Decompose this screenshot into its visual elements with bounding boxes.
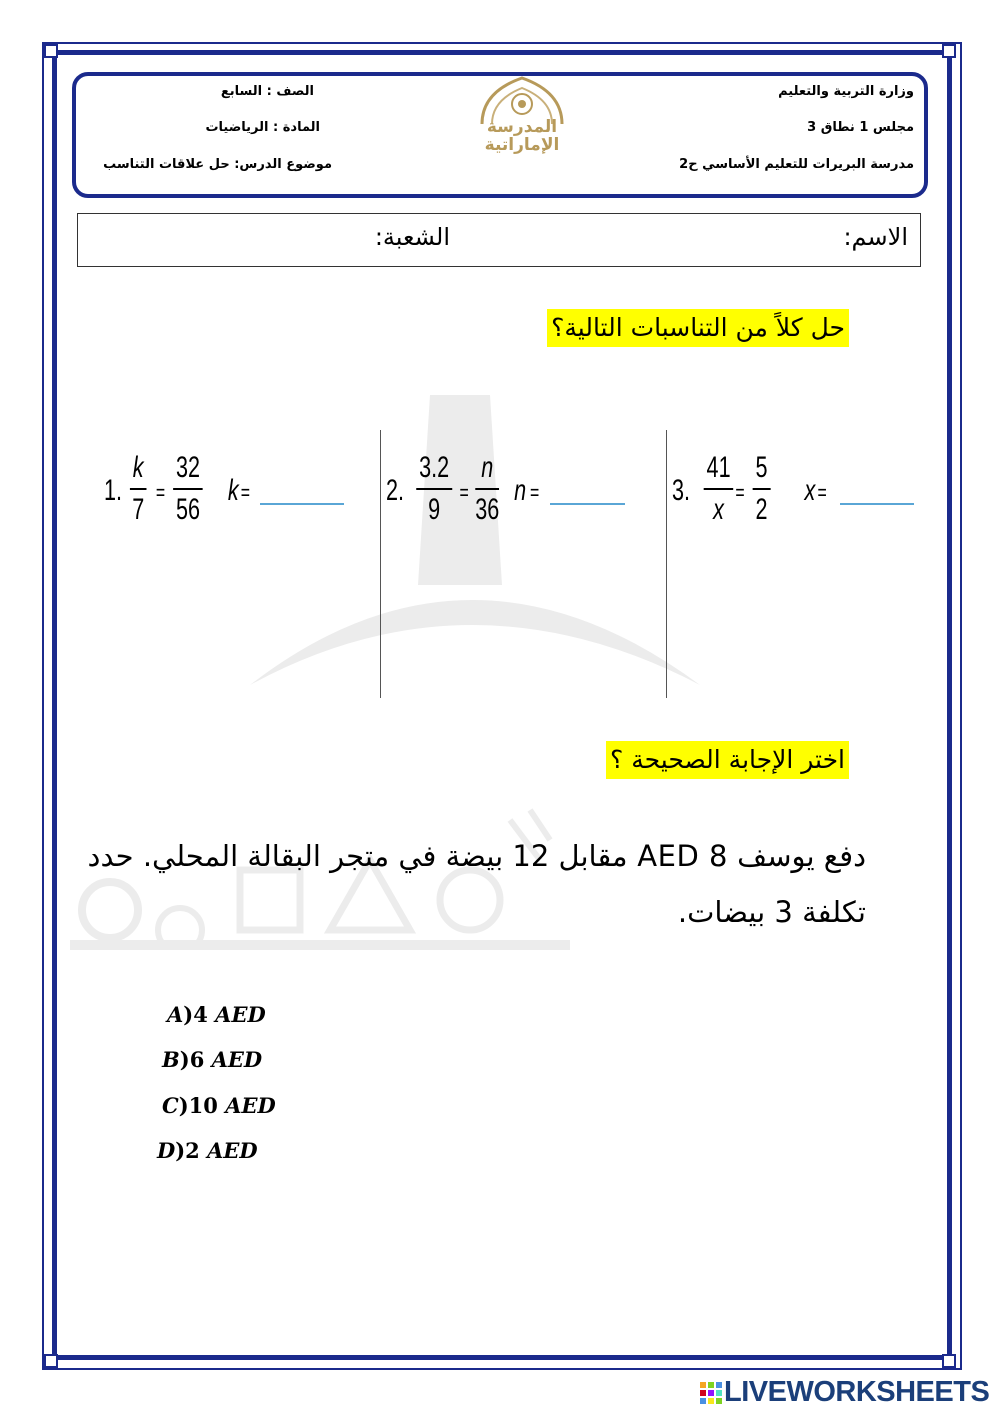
fraction-bar [416,488,452,490]
option-value: 4 [193,1002,208,1027]
option-letter: C [162,1093,179,1118]
left-fraction [704,450,734,528]
option-letter: D [157,1138,176,1163]
answer-blank-1[interactable] [260,503,344,505]
problem-number: 1. [104,474,123,507]
corner-ornament-top-left [44,44,58,58]
fraction-denominator: 7 [132,493,145,526]
liveworksheets-brand: LIVEWORKSHEETS [724,1376,990,1408]
equals-sign: = [240,480,251,505]
lesson-topic: موضوع الدرس: حل علاقات التناسب [103,157,332,172]
problem-divider-2 [666,430,667,698]
grade-label: الصف : السابع [220,84,314,99]
corner-ornament-bottom-right [942,1354,956,1368]
fraction-bar [753,488,771,490]
option-value: 2 [185,1138,200,1163]
word-problem-text: دفع يوسف AED 8 مقابل 12 بيضة في متجر البقالة المحلي. حدد تكلفة 3 بيضات. [87,839,866,929]
option-letter: B [162,1047,180,1072]
logo-text-line1: المدرسة [486,117,558,137]
problem-number: 2. [386,474,405,507]
fraction-bar [475,488,499,490]
fraction-denominator: 2 [755,493,768,526]
option-value: 10 [188,1093,218,1118]
option-unit: AED [225,1093,276,1118]
equals-sign: = [459,480,469,505]
equals-sign: = [735,480,745,505]
ministry-name: وزارة التربية والتعليم [778,84,914,99]
fraction-numerator: 5 [755,451,768,484]
option-unit: AED [215,1002,266,1027]
school-name: مدرسة البريرات للتعليم الأساسي ح2 [679,157,914,172]
right-fraction [753,450,771,528]
council-name: مجلس 1 نطاق 3 [807,120,914,135]
option-a[interactable]: A)4 AED [167,1002,266,1027]
answer-variable: n [514,474,527,507]
option-value: 6 [189,1047,205,1072]
option-letter: A [167,1002,184,1027]
option-b[interactable]: B)6 AED [162,1047,263,1072]
logo-text-line2: الإماراتية [484,135,560,154]
student-info-box [77,213,921,267]
answer-blank-3[interactable] [840,503,914,505]
answer-variable: x [804,474,816,507]
corner-ornament-bottom-left [44,1354,58,1368]
fraction-denominator: 56 [176,493,201,526]
fraction-denominator: 9 [428,493,441,526]
fraction-numerator: n [481,451,494,484]
left-fraction [130,450,147,528]
background-watermark [240,395,710,695]
answer-blank-2[interactable] [550,503,625,505]
option-c[interactable]: C)10 AED [162,1093,276,1118]
option-unit: AED [207,1138,258,1163]
equals-sign: = [817,480,827,505]
fraction-denominator: 36 [475,493,500,526]
section2-instruction: اختر الإجابة الصحيحة ؟ [606,741,849,779]
equals-sign: = [530,480,540,505]
fraction-numerator: 32 [176,451,201,484]
school-logo [468,74,576,154]
right-fraction [173,450,203,528]
fraction-numerator: 3.2 [419,451,450,484]
section1-instruction: حل كلاً من التناسبات التالية؟ [547,309,849,347]
fraction-denominator: x [713,493,724,526]
option-unit: AED [211,1047,263,1072]
problem-divider-1 [380,430,381,698]
fraction-numerator: 41 [706,451,731,484]
fraction-numerator: k [132,451,144,484]
left-fraction [416,450,452,528]
section-label: الشعبة: [374,223,450,251]
right-fraction [475,450,499,528]
equals-sign: = [155,480,166,505]
corner-ornament-top-right [942,44,956,58]
option-d[interactable]: D)2 AED [157,1138,258,1163]
problem-number: 3. [672,474,691,507]
subject-label: المادة : الرياضيات [205,120,320,135]
answer-variable: k [227,474,239,507]
fraction-bar [173,488,203,490]
fraction-bar [130,488,147,490]
name-label: الاسم: [843,223,908,251]
liveworksheets-logo-icon [700,1382,722,1404]
fraction-bar [704,488,734,490]
